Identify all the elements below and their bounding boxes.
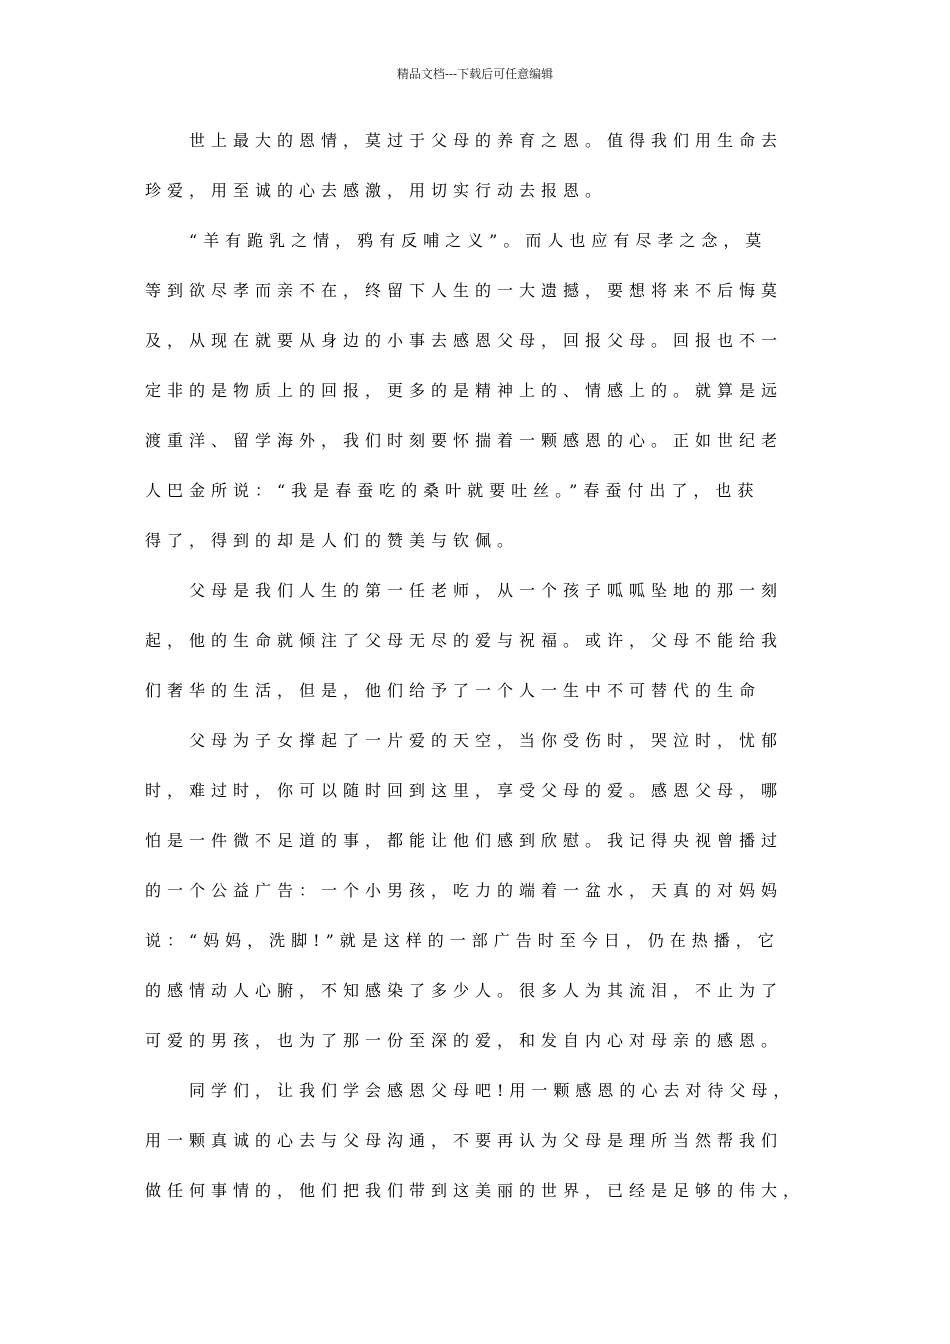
paragraph-3 — [145, 578, 810, 728]
text-line: 定非的是物质上的回报，更多的是精神上的、情感上的。就算是远 — [145, 381, 784, 400]
text-line: 珍爱，用至诚的心去感激，用切实行动去报恩。 — [145, 181, 608, 200]
text-line: 渡重洋、留学海外，我们时刻要怀揣着一颗感恩的心。正如世纪老 — [145, 431, 784, 450]
paragraph-2 — [145, 228, 810, 578]
paragraph-1 — [145, 128, 810, 228]
paragraph-5 — [145, 1078, 810, 1228]
page-header: 精品文档---下载后可任意编辑 — [396, 67, 554, 81]
text-line: 同学们，让我们学会感恩父母吧!用一颗感恩的心去对待父母， — [189, 1081, 796, 1100]
text-line: 及，从现在就要从身边的小事去感恩父母，回报父母。回报也不一 — [145, 331, 784, 350]
text-line: 起，他的生命就倾注了父母无尽的爱与祝福。或许，父母不能给我 — [145, 631, 784, 650]
text-line: 人巴金所说：“我是春蚕吃的桑叶就要吐丝。”春蚕付出了，也获 — [145, 481, 760, 500]
text-line: 用一颗真诚的心去与父母沟通，不要再认为父母是理所当然帮我们 — [145, 1131, 784, 1150]
text-line: 可爱的男孩，也为了那一份至深的爱，和发自内心对母亲的感恩。 — [145, 1031, 784, 1050]
text-line: 时，难过时，你可以随时回到这里，享受父母的爱。感恩父母，哪 — [145, 781, 784, 800]
text-line: 做任何事情的，他们把我们带到这美丽的世界，已经是足够的伟大， — [145, 1181, 806, 1200]
paragraph-4 — [145, 728, 810, 1078]
text-line: 世上最大的恩情，莫过于父母的养育之恩。值得我们用生命去 — [189, 131, 784, 150]
text-line: 父母为子女撑起了一片爱的天空，当你受伤时，哭泣时，忧郁 — [189, 731, 784, 750]
text-line: 的一个公益广告：一个小男孩，吃力的端着一盆水，天真的对妈妈 — [145, 881, 784, 900]
text-line: 说：“妈妈，洗脚!”就是这样的一部广告时至今日，仍在热播，它 — [145, 931, 780, 950]
text-line: 得了，得到的却是人们的赞美与钦佩。 — [145, 531, 520, 550]
text-line: 父母是我们人生的第一任老师，从一个孩子呱呱坠地的那一刻 — [189, 581, 784, 600]
text-line: 的感情动人心腑，不知感染了多少人。很多人为其流泪，不止为了 — [145, 981, 784, 1000]
document-body — [145, 128, 810, 1228]
text-line: “羊有跪乳之情，鸦有反哺之义”。而人也应有尽孝之念，莫 — [189, 231, 768, 250]
text-line: 怕是一件微不足道的事，都能让他们感到欣慰。我记得央视曾播过 — [145, 831, 784, 850]
text-line: 们奢华的生活，但是，他们给予了一个人一生中不可替代的生命 — [145, 681, 762, 700]
text-line: 等到欲尽孝而亲不在，终留下人生的一大遗撼，要想将来不后悔莫 — [145, 281, 784, 300]
